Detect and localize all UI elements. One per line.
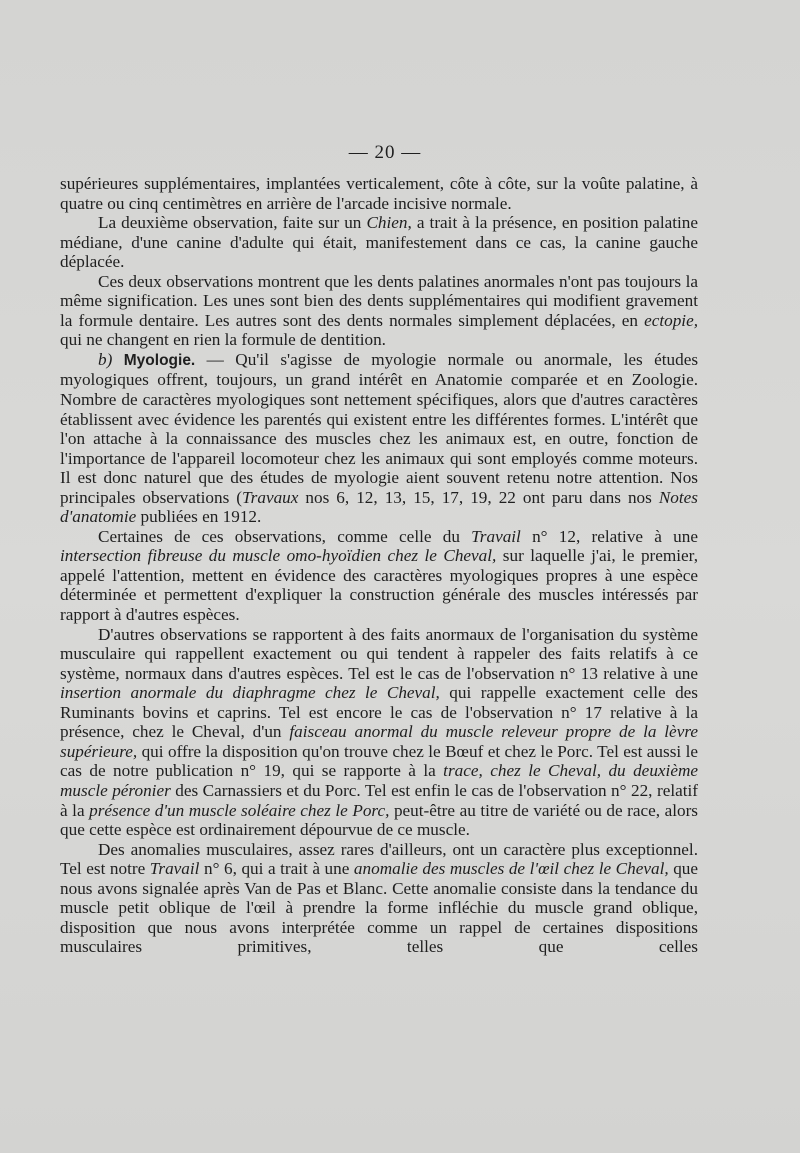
paragraph-myologie: b) Myologie. — Qu'il s'agisse de myologie normale ou anormale, les études myologiques offrent, toujours, un grand intérêt en Anatomie comparée et en Zoologie. Nombre de caractères myologiques sont nettement spécifiques, alors que d'autres caractères établissent avec évidence les parentés qui existent entre les différentes formes. L'intérêt que l'on attache à la connaissance des muscles chez les animaux est, en outre, fonction de l'importance de l'appareil locomoteur chez les animaux qui sont employés comme moteurs. Il est donc naturel que des études de myologie aient souvent retenu notre attention. Nos principales observations (Travaux nos 6, 12, 13, 15, 17, 19, 22 ont paru dans nos Notes d'anatomie publiées en 1912. <box>60 349 699 527</box>
section-title: Myologie. <box>123 351 196 369</box>
paragraph-6: D'autres observations se rapportent à des faits anormaux de l'organisation du système musculaire qui rappellent exactement ou qui tendent à rappeler des faits relatifs à ce système, normaux dans d'autres espèces. Tel est le cas de l'observation n° 13 relative à une insertion anormale du diaphragme chez le Cheval, qui rappelle exactement celle des Ruminants bovins et caprins. Tel est encore le cas de l'observation n° 17 relative à la présence, chez le Cheval, d'un faisceau anormal du muscle releveur propre de la lèvre supérieure, qui offre la disposition qu'on trouve chez le Bœuf et chez le Porc. Tel est aussi le cas de notre publication n° 19, qui se rapporte à la trace, chez le Cheval, du deuxième muscle péronier des Carnassiers et du Porc. Tel est enfin le cas de l'observation n° 22, relatif à la présence d'un muscle soléaire chez le Porc, peut-être au titre de variété ou de race, alors que cette espèce est ordinairement dépourvue de ce muscle. <box>60 624 698 840</box>
section-label: b) <box>98 349 113 369</box>
body-text <box>60 174 698 957</box>
paragraph-7: Des anomalies musculaires, assez rares d'ailleurs, ont un caractère plus exceptionnel. Tel est notre Travail n° 6, qui a trait à une anomalie des muscles de l'œil chez le Cheval, que nous avons signalée après Van de Pas et Blanc. Cette anomalie consiste dans la tendance du muscle petit oblique de l'œil à prendre la forme infléchie du muscle grand oblique, disposition que nous avons interprétée comme un rappel de certaines dispositions musculaires primitives, telles que celles <box>60 839 699 957</box>
page-number: — 20 — <box>348 142 422 163</box>
paragraph-2: La deuxième observation, faite sur un Chien, a trait à la présence, en position palatine médiane, d'une canine d'adulte qui était, manifestement dans ce cas, la canine gauche déplacée. <box>60 213 698 272</box>
paragraph-3: Ces deux observations montrent que les dents palatines anormales n'ont pas toujours la même signification. Les unes sont bien des dents supplémentaires qui modifient gravement la formule dentaire. Les autres sont des dents normales simplement déplacées, en ectopie, qui ne changent en rien la formule de dentition. <box>60 271 698 350</box>
paragraph-5: Certaines de ces observations, comme celle du Travail n° 12, relative à une intersection fibreuse du muscle omo-hyoïdien chez le Cheval, sur laquelle j'ai, le premier, appelé l'attention, mettent en évidence des caractères myologiques propres à une espèce déterminée et permettent d'expliquer la construction générale des muscles intéressés par rapport à d'autres espèces. <box>60 526 698 625</box>
paragraph-1: supérieures supplémentaires, implantées verticalement, côte à côte, sur la voûte palatine, à quatre ou cinq centimètres en arrière de l'arcade incisive normale. <box>60 174 698 213</box>
